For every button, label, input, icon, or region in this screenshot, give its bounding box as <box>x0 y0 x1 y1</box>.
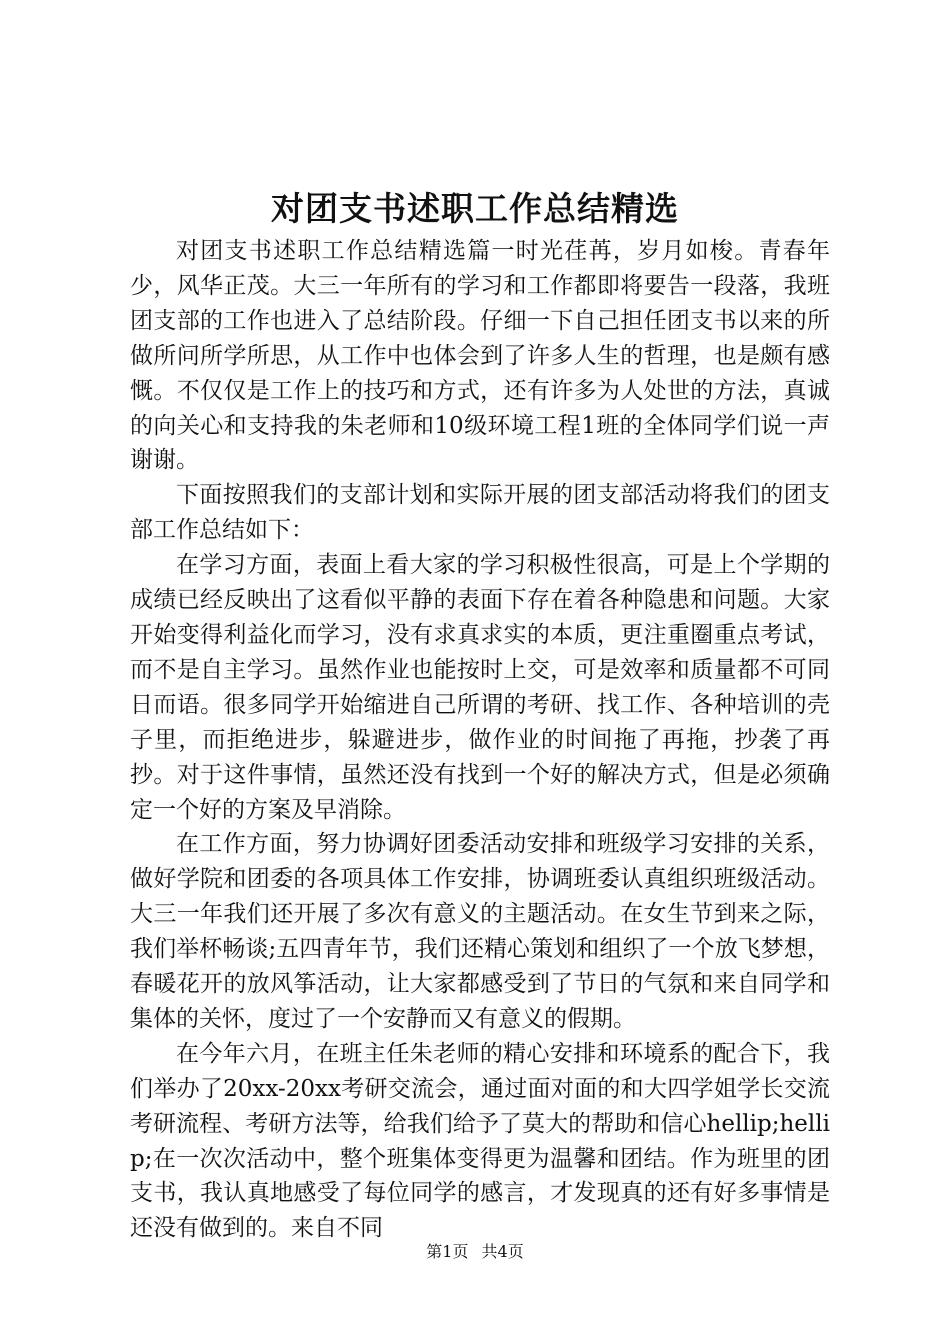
page-number: 第1页 <box>426 1242 469 1261</box>
page-total: 共4页 <box>481 1242 524 1261</box>
paragraph-4: 在工作方面，努力协调好团委活动安排和班级学习安排的关系，做好学院和团委的各项具体工作安排，协调班委认真组织班级活动。大三一年我们还开展了多次有意义的主题活动。在女生节到来之际，我们举杯畅谈;五四青年节，我们还精心策划和组织了一个放飞梦想，春暖花开的放风筝活动，让大家都感受到了节日的气氛和来自同学和集体的关怀，度过了一个安静而又有意义的假期。 <box>130 831 830 1032</box>
document-title: 对团支书述职工作总结精选 <box>271 189 679 228</box>
paragraph-2: 下面按照我们的支部计划和实际开展的团支部活动将我们的团支部工作总结如下： <box>130 482 830 544</box>
page-footer <box>0 1240 950 1264</box>
paragraph-3: 在学习方面，表面上看大家的学习积极性很高，可是上个学期的成绩已经反映出了这看似平静的表面下存在着各种隐患和问题。大家开始变得利益化而学习，没有求真求实的本质，更注重圈重点考试，而不是自主学习。虽然作业也能按时上交，可是效率和质量都不可同日而语。很多同学开始缩进自己所谓的考研、找工作、各种培训的壳子里，而拒绝进步，躲避进步，做作业的时间拖了再拖，抄袭了再抄。对于这件事情，虽然还没有找到一个好的解决方式，但是必须确定一个好的方案及早消除。 <box>130 552 830 823</box>
paragraph-1: 对团支书述职工作总结精选篇一时光荏苒，岁月如梭。青春年少，风华正茂。大三一年所有的学习和工作都即将要告一段落，我班团支部的工作也进入了总结阶段。仔细一下自己担任团支书以来的所做所问所学所思，从工作中也体会到了许多人生的哲理，也是颇有感慨。不仅仅是工作上的技巧和方式，还有许多为人处世的方法，真诚的向关心和支持我的朱老师和10级环境工程1班的全体同学们说一声谢谢。 <box>130 238 830 474</box>
paragraph-5: 在今年六月，在班主任朱老师的精心安排和环境系的配合下，我们举办了20xx-20xx考研交流会，通过面对面的和大四学姐学长交流考研流程、考研方法等，给我们给予了莫大的帮助和信心hellip;hellip;在一次次活动中，整个班集体变得更为温馨和团结。作为班里的团支书，我认真地感受了每位同学的感言，才发现真的还有好多事情是还没有做到的。来自不同 <box>130 1040 830 1242</box>
document-body <box>130 234 830 1246</box>
